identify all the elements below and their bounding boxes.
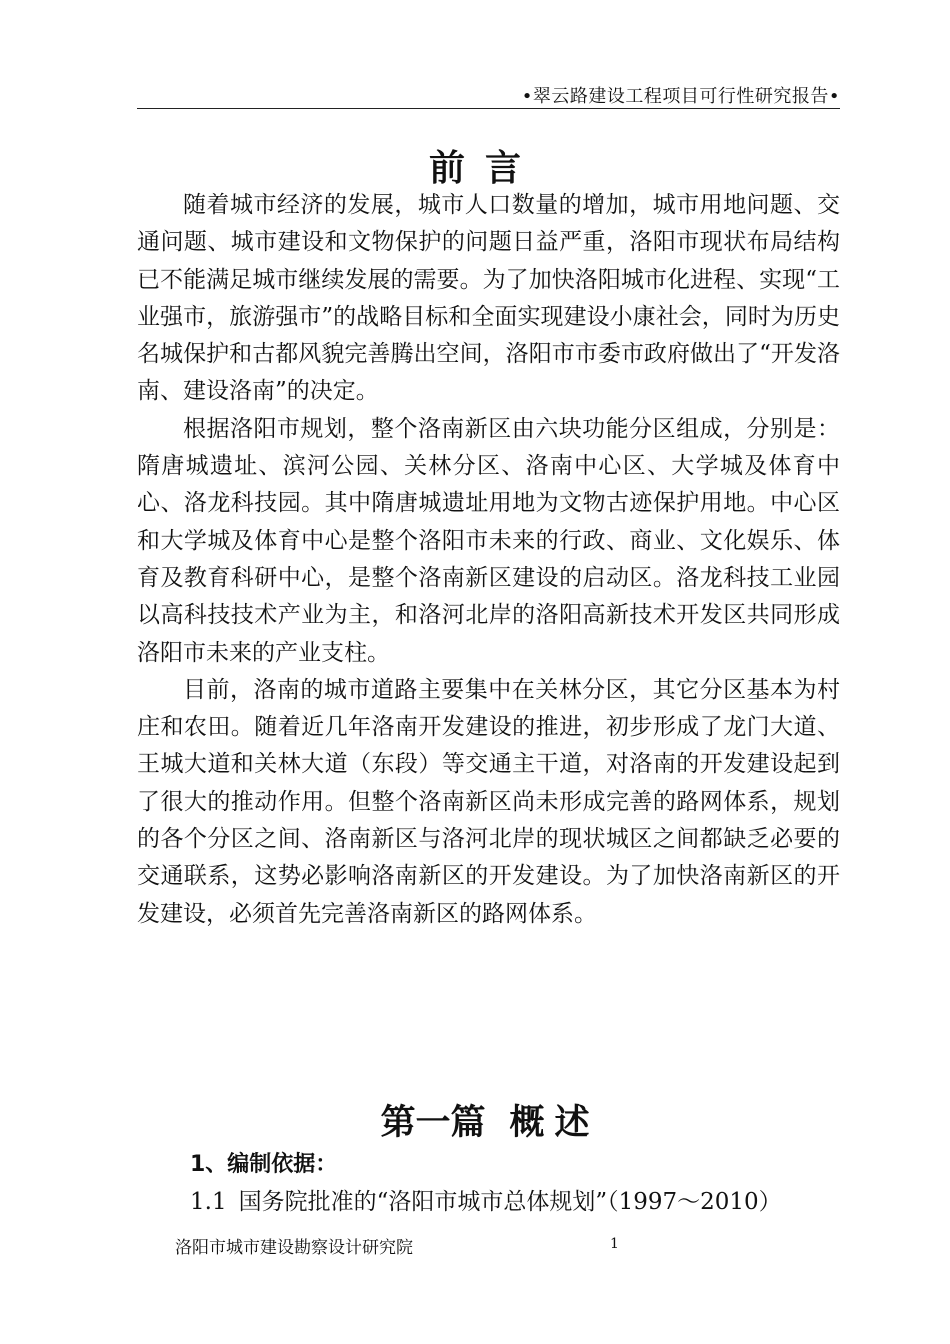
preface-title: 前言 <box>428 148 541 189</box>
part-one-label: 第一篇 <box>380 1103 486 1143</box>
preface-paragraph-3: 目前，洛南的城市道路主要集中在关林分区，其它分区基本为村庄和农田。随着近几年洛南开发建设的推进，初步形成了龙门大道、王城大道和关林大道（东段）等交通主干道，对洛南的开发建设起到了很大的推动作用。但整个洛南新区尚未形成完善的路网体系，规划的各个分区之间、洛南新区与洛河北岸的现状城区之间都缺乏必要的交通联系，这势必影响洛南新区的开发建设。为了加快洛南新区的开发建设，必须首先完善洛南新区的路网体系。 <box>137 676 840 927</box>
clause-number: 1.1 <box>190 1189 227 1215</box>
clause-text: 国务院批准的“洛阳市城市总体规划”（1997～2010） <box>238 1189 782 1215</box>
running-header: •翠云路建设工程项目可行性研究报告• <box>521 86 840 107</box>
part-one-name: 概述 <box>509 1103 600 1143</box>
page-number: 1 <box>610 1236 619 1252</box>
footer-organization: 洛阳市城市建设勘察设计研究院 <box>175 1238 413 1258</box>
part-one-title <box>0 1095 950 1145</box>
preface-paragraph-2: 根据洛阳市规划，整个洛南新区由六块功能分区组成，分别是：隋唐城遗址、滨河公园、关林分区、洛南中心区、大学城及体育中心、洛龙科技园。其中隋唐城遗址用地为文物古迹保护用地。中心区和大学城及体育中心是整个洛阳市未来的行政、商业、文化娱乐、体育及教育科研中心，是整个洛南新区建设的启动区。洛龙科技工业园以高科技技术产业为主，和洛河北岸的洛阳高新技术开发区共同形成洛阳市未来的产业支柱。 <box>137 415 840 666</box>
preface-paragraph-1: 随着城市经济的发展，城市人口数量的增加，城市用地问题、交通问题、城市建设和文物保护的问题日益严重，洛阳市现状布局结构已不能满足城市继续发展的需要。为了加快洛阳城市化进程、实现“工业强市，旅游强市”的战略目标和全面实现建设小康社会，同时为历史名城保护和古都风貌完善腾出空间，洛阳市市委市政府做出了“开发洛南、建设洛南”的决定。 <box>137 192 840 405</box>
clause-1-1 <box>190 1183 782 1216</box>
header-divider <box>137 108 840 109</box>
preface-body <box>137 187 840 933</box>
compilation-basis-heading: 1、编制依据： <box>190 1152 338 1177</box>
